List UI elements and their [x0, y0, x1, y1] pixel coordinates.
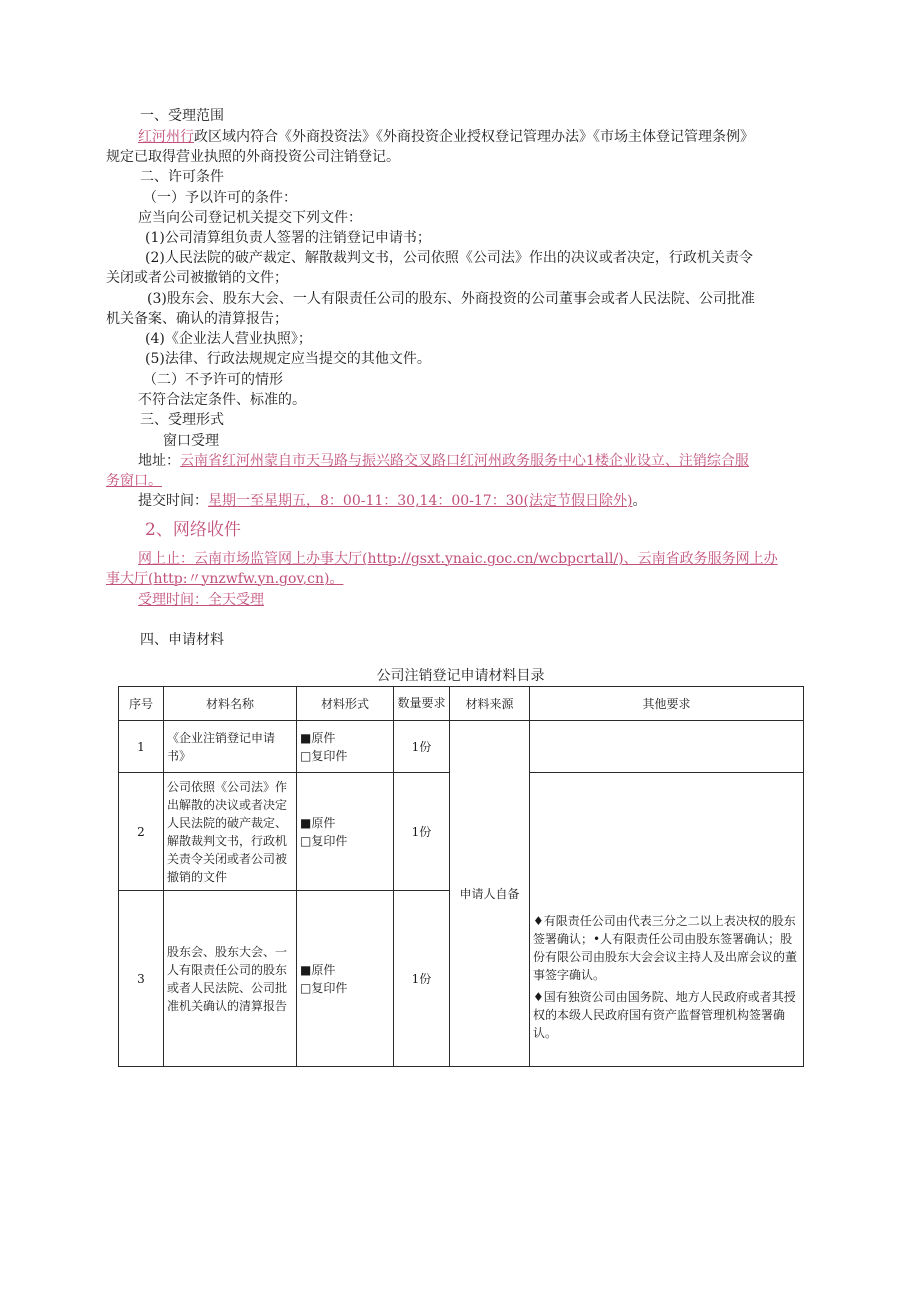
- form-copy: □复印件: [300, 748, 348, 763]
- form-original: ■原件: [300, 962, 336, 977]
- header-qty: 数量要求: [394, 687, 450, 721]
- table-caption: 公司注销登记申请材料目录: [376, 668, 545, 684]
- condition-item-3: (3)股东会、股东大会、一人有限责任公司的股东、外商投资的公司董事会或者人民法院、公司批准: [147, 291, 755, 307]
- form-original: ■原件: [300, 730, 336, 745]
- table-row: [119, 721, 804, 773]
- online-time[interactable]: 受理时间：全天受理: [138, 592, 264, 608]
- materials-table: [118, 686, 804, 1067]
- section3-heading: 三、受理形式: [140, 412, 224, 428]
- online-line2[interactable]: 事大厅(http:〃ynzwfw.yn.gov,cn)。: [106, 571, 344, 587]
- submit-time: [138, 491, 646, 511]
- row-other-empty: [530, 721, 804, 773]
- row-qty: 1份: [394, 773, 450, 891]
- online-heading: 2、网络收件: [145, 520, 241, 540]
- row-name: 股东会、股东大会、一人有限责任公司的股东或者人民法院、公司批准机关确认的清算报告: [164, 891, 297, 1067]
- header-form: 材料形式: [297, 687, 394, 721]
- header-other: 其他要求: [530, 687, 804, 721]
- section1-line1-text: 政区域内符合《外商投资法》《外商投资企业授权登记管理办法》《市场主体登记管理条例》: [194, 129, 754, 145]
- row-qty: 1份: [394, 721, 450, 773]
- region-link[interactable]: 红河州行: [138, 129, 194, 145]
- condition-item-3-cont: 机关备案、确认的清算报告；: [106, 311, 288, 327]
- other-requirements: [530, 773, 804, 1067]
- online-line1[interactable]: 网上止：云南市场监管网上办事大厅(http://gsxt.ynaic.goc.cn/wcbpcrtall/)、云南省政务服务网上办: [138, 551, 778, 567]
- row-qty: 1份: [394, 891, 450, 1067]
- section2-sub2-text: 不符合法定条件、标准的。: [138, 392, 306, 408]
- form-copy: □复印件: [300, 833, 348, 848]
- row-no: 2: [119, 773, 164, 891]
- table-header-row: [119, 687, 804, 721]
- form-original: ■原件: [300, 815, 336, 830]
- row-name: 公司依照《公司法》作出解散的决议或者决定人民法院的破产裁定、解散裁判文书，行政机关责令关闭或者公司被撤销的文件: [164, 773, 297, 891]
- section2-sub1: （一）予以许可的条件：: [143, 190, 297, 206]
- time-end: 。: [632, 493, 647, 509]
- address-line1: [138, 451, 749, 471]
- condition-item-5: (5)法律、行政法规规定应当提交的其他文件。: [145, 351, 431, 367]
- condition-item-4: (4)《企业法人营业执照》；: [145, 331, 312, 347]
- row-form: [297, 891, 394, 1067]
- header-no: 序号: [119, 687, 164, 721]
- time-value[interactable]: 星期一至星期五，8：00-11：30,14：00-17：30(法定节假日除外): [208, 493, 633, 509]
- section2-intro: 应当向公司登记机关提交下列文件：: [138, 210, 362, 226]
- address-line2[interactable]: 务窗口。: [106, 473, 162, 489]
- section4-heading: 四、申请材料: [140, 632, 224, 648]
- requirement-2: ♦国有独资公司由国务院、地方人民政府或者其授权的本级人民政府国有资产监督管理机构签署确认。: [533, 989, 796, 1040]
- row-name: 《企业注销登记申请书》: [164, 721, 297, 773]
- header-name: 材料名称: [164, 687, 297, 721]
- row-form: [297, 773, 394, 891]
- requirement-1: ♦有限责任公司由代表三分之二以上表决权的股东签署确认；•人有限责任公司由股东签署确认；股份有限公司由股东大会会议主持人及出席会议的董事签字确认。: [533, 913, 798, 982]
- condition-item-2-cont: 关闭或者公司被撤销的文件；: [106, 270, 288, 286]
- form-copy: □复印件: [300, 980, 348, 995]
- section1-line1: [138, 127, 754, 147]
- address-label: 地址：: [138, 453, 180, 469]
- condition-item-1: (1)公司清算组负责人签署的注销登记申请书；: [145, 230, 431, 246]
- material-source: 申请人自备: [450, 721, 530, 1067]
- row-no: 1: [119, 721, 164, 773]
- section2-sub2: （二）不予许可的情形: [143, 372, 283, 388]
- section1-heading: 一、受理范围: [140, 108, 224, 124]
- address-value[interactable]: 云南省红河州蒙自市天马路与振兴路交叉路口红河州政务服务中心1楼企业设立、注销综合服: [180, 453, 749, 469]
- section2-heading: 二、许可条件: [140, 169, 224, 185]
- section1-line2: 规定已取得营业执照的外商投资公司注销登记。: [106, 149, 400, 165]
- time-label: 提交时间：: [138, 493, 208, 509]
- window-acceptance: 窗口受理: [163, 433, 219, 449]
- header-source: 材料来源: [450, 687, 530, 721]
- condition-item-2: (2)人民法院的破产裁定、解散裁判文书，公司依照《公司法》作出的决议或者决定，行政机关责令: [145, 250, 753, 266]
- row-form: [297, 721, 394, 773]
- row-no: 3: [119, 891, 164, 1067]
